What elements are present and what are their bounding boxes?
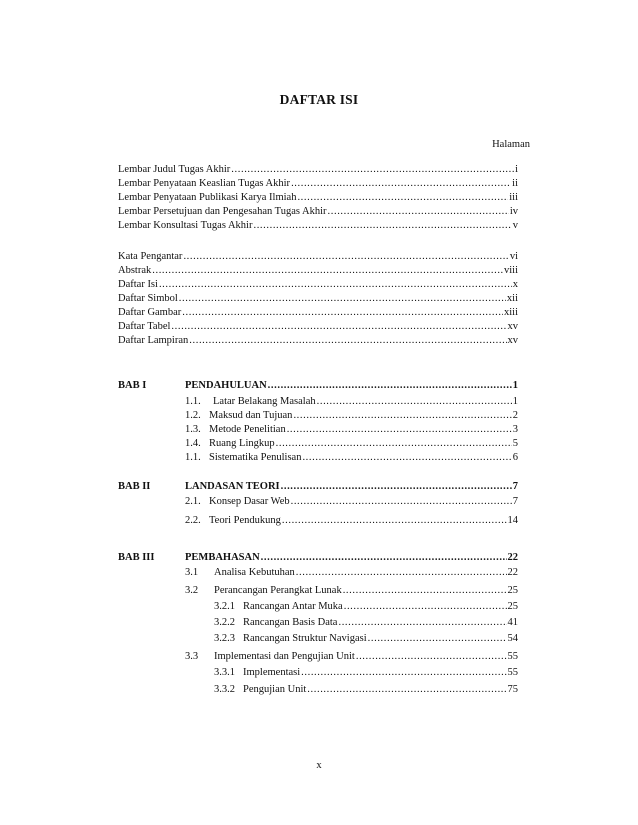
toc-entry-page: v xyxy=(512,220,518,231)
toc-entry-label: Daftar Tabel xyxy=(118,321,171,332)
section-number: 3.2 xyxy=(185,585,199,596)
section-entry xyxy=(185,395,518,409)
section-page: 6 xyxy=(512,452,518,463)
toc-entry-label: Kata Pengantar xyxy=(118,251,183,262)
toc-entry-page: iii xyxy=(509,192,518,203)
toc-entry xyxy=(118,205,518,219)
leader-dots xyxy=(297,191,508,205)
section-label: Konsep Dasar Web xyxy=(209,496,290,507)
toc-entry-page: vi xyxy=(509,251,518,262)
leader-dots xyxy=(328,205,509,219)
subsection-entry xyxy=(214,683,518,697)
leader-dots xyxy=(287,423,512,437)
leader-dots xyxy=(291,177,511,191)
chapter-title: PENDAHULUAN xyxy=(185,380,267,391)
section-entry xyxy=(185,566,518,580)
leader-dots xyxy=(296,566,507,580)
leader-dots xyxy=(268,379,512,393)
toc-entry xyxy=(118,250,518,264)
section-page: 22 xyxy=(507,567,518,578)
toc-entry-label: Daftar Lampiran xyxy=(118,335,189,346)
section-page: 2 xyxy=(512,410,518,421)
leader-dots xyxy=(291,495,512,509)
section-number: 1.1. xyxy=(185,452,201,463)
page-number: x xyxy=(316,760,322,771)
toc-entry-page: xv xyxy=(507,321,518,332)
toc-entry xyxy=(118,334,518,348)
toc-entry-label: Lembar Persetujuan dan Pengesahan Tugas Akhir xyxy=(118,206,327,217)
section-label: Metode Penelitian xyxy=(209,424,286,435)
section-label: Rancangan Basis Data xyxy=(243,617,338,628)
leader-dots xyxy=(344,600,507,614)
leader-dots xyxy=(171,320,506,334)
chapter-entry xyxy=(185,379,518,393)
toc-entry-page: xv xyxy=(507,335,518,346)
chapter-title: PEMBAHASAN xyxy=(185,552,260,563)
subsection-entry xyxy=(214,616,518,630)
leader-dots xyxy=(368,632,507,646)
leader-dots xyxy=(231,163,514,177)
leader-dots xyxy=(281,480,512,494)
section-page: 3 xyxy=(512,424,518,435)
toc-entry-page: ii xyxy=(512,178,518,189)
leader-dots xyxy=(253,219,511,233)
toc-entry-label: Lembar Konsultasi Tugas Akhir xyxy=(118,220,253,231)
toc-entry xyxy=(118,292,518,306)
toc-entry-page: i xyxy=(515,164,518,175)
chapter-number: BAB I xyxy=(118,380,147,391)
section-label: Sistematika Penulisan xyxy=(209,452,302,463)
section-page: 54 xyxy=(507,633,518,644)
chapter-title: LANDASAN TEORI xyxy=(185,481,280,492)
toc-entry-label: Lembar Penyataan Keaslian Tugas Akhir xyxy=(118,178,291,189)
section-number: 3.2.3 xyxy=(214,633,235,644)
section-page: 75 xyxy=(507,684,518,695)
toc-entry xyxy=(118,219,518,233)
chapter-page: 7 xyxy=(512,481,518,492)
section-entry xyxy=(185,514,518,528)
section-page: 55 xyxy=(507,651,518,662)
chapter-entry xyxy=(185,480,518,494)
section-entry xyxy=(185,451,518,465)
section-number: 3.2.2 xyxy=(214,617,235,628)
chapter-entry xyxy=(185,551,518,565)
leader-dots xyxy=(356,650,507,664)
section-number: 3.3.2 xyxy=(214,684,235,695)
section-label: Implementasi dan Pengujian Unit xyxy=(214,651,355,662)
toc-entry-page: x xyxy=(512,279,518,290)
section-entry xyxy=(185,495,518,509)
section-entry xyxy=(185,423,518,437)
toc-entry-page: viii xyxy=(503,265,518,276)
section-number: 1.3. xyxy=(185,424,201,435)
section-entry xyxy=(185,650,518,664)
section-entry xyxy=(185,584,518,598)
section-number: 1.2. xyxy=(185,410,201,421)
toc-entry-label: Daftar Gambar xyxy=(118,307,182,318)
toc-entry-page: xii xyxy=(506,293,518,304)
halaman-label: Halaman xyxy=(492,139,530,150)
leader-dots xyxy=(301,666,506,680)
leader-dots xyxy=(343,584,507,598)
leader-dots xyxy=(261,551,507,565)
section-label: Maksud dan Tujuan xyxy=(209,410,293,421)
toc-entry xyxy=(118,163,518,177)
subsection-entry xyxy=(214,666,518,680)
chapter-page: 1 xyxy=(512,380,518,391)
section-number: 3.1 xyxy=(185,567,199,578)
chapter-page: 22 xyxy=(507,552,518,563)
section-page: 25 xyxy=(507,585,518,596)
section-page: 5 xyxy=(512,438,518,449)
toc-entry xyxy=(118,264,518,278)
section-entry xyxy=(185,437,518,451)
toc-entry-page: xiii xyxy=(503,307,518,318)
leader-dots xyxy=(338,616,506,630)
leader-dots xyxy=(179,292,506,306)
section-entry xyxy=(185,409,518,423)
section-page: 55 xyxy=(507,667,518,678)
toc-entry-label: Lembar Judul Tugas Akhir xyxy=(118,164,231,175)
section-page: 41 xyxy=(507,617,518,628)
leader-dots xyxy=(293,409,511,423)
chapter-number: BAB II xyxy=(118,481,151,492)
section-label: Rancangan Antar Muka xyxy=(243,601,343,612)
section-number: 2.1. xyxy=(185,496,201,507)
subsection-entry xyxy=(214,600,518,614)
section-page: 25 xyxy=(507,601,518,612)
leader-dots xyxy=(282,514,507,528)
leader-dots xyxy=(307,683,506,697)
leader-dots xyxy=(183,250,508,264)
section-label: Teori Pendukung xyxy=(209,515,281,526)
toc-entry-page: iv xyxy=(509,206,518,217)
section-label: Analisa Kebutuhan xyxy=(214,567,295,578)
page-title: DAFTAR ISI xyxy=(279,92,359,107)
leader-dots xyxy=(159,278,512,292)
section-number: 3.3.1 xyxy=(214,667,235,678)
toc-entry xyxy=(118,278,518,292)
toc-entry xyxy=(118,191,518,205)
leader-dots xyxy=(317,395,512,409)
section-label: Perancangan Perangkat Lunak xyxy=(214,585,342,596)
toc-entry-label: Abstrak xyxy=(118,265,152,276)
section-number: 3.2.1 xyxy=(214,601,235,612)
section-label: Latar Belakang Masalah xyxy=(213,396,316,407)
leader-dots xyxy=(189,334,506,348)
leader-dots xyxy=(276,437,512,451)
section-number: 3.3 xyxy=(185,651,199,662)
toc-entry xyxy=(118,306,518,320)
toc-entry xyxy=(118,177,518,191)
toc-entry-label: Lembar Penyataan Publikasi Karya Ilmiah xyxy=(118,192,297,203)
subsection-entry xyxy=(214,632,518,646)
toc-entry-label: Daftar Simbol xyxy=(118,293,178,304)
toc-entry xyxy=(118,320,518,334)
section-number: 1.4. xyxy=(185,438,201,449)
section-label: Rancangan Struktur Navigasi xyxy=(243,633,367,644)
section-label: Implementasi xyxy=(243,667,301,678)
section-label: Ruang Lingkup xyxy=(209,438,275,449)
section-page: 7 xyxy=(512,496,518,507)
leader-dots xyxy=(152,264,503,278)
section-page: 14 xyxy=(507,515,518,526)
chapter-number: BAB III xyxy=(118,552,155,563)
leader-dots xyxy=(302,451,511,465)
toc-entry-label: Daftar Isi xyxy=(118,279,158,290)
section-number: 2.2. xyxy=(185,515,201,526)
section-label: Pengujian Unit xyxy=(243,684,307,695)
section-page: 1 xyxy=(512,396,518,407)
leader-dots xyxy=(182,306,503,320)
section-number: 1.1. xyxy=(185,396,201,407)
